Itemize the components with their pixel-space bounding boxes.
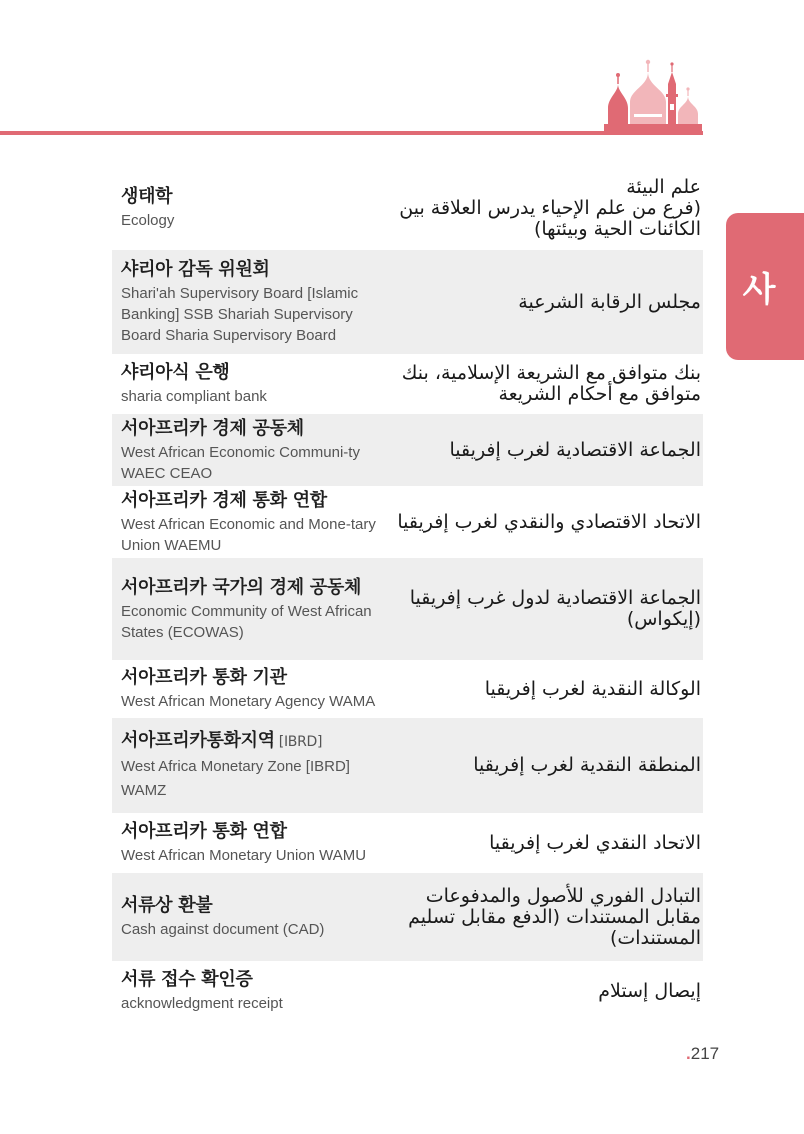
entry-korean: 서아프리카 경제 통화 연합: [121, 489, 327, 511]
entry-arabic: الجماعة الاقتصادية لدول غرب إفريقيا (إيكواس): [409, 587, 701, 630]
entry-english: West African Economic Communi-ty WAEC CEAO: [121, 443, 360, 482]
entry-korean-block: [121, 417, 383, 484]
entry-korean-block: [121, 258, 383, 346]
glossary-entry: [112, 486, 703, 558]
entry-korean: 서아프리카 통화 연합: [121, 821, 287, 842]
entry-english: Cash against document (CAD): [121, 921, 325, 938]
glossary-entry: [112, 414, 703, 486]
entry-korean: 서아프리카 경제 공동체: [121, 417, 304, 439]
entry-korean: 샤리아 감독 위원회: [121, 259, 270, 280]
header-rule: [0, 131, 703, 135]
entry-english: West African Monetary Agency WAMA: [121, 693, 376, 710]
glossary-entry: [112, 250, 703, 354]
entry-korean-block: [121, 185, 383, 231]
entry-korean: 생태학: [121, 186, 173, 207]
entry-english: West African Economic and Mone-tary Union WAEMU: [121, 515, 376, 554]
entry-korean-block: [121, 489, 383, 556]
entry-korean: 서아프리카 국가의 경제 공동체: [121, 576, 362, 598]
entry-korean: 서아프리카통화지역: [121, 729, 275, 751]
glossary-entry: [112, 718, 703, 813]
entry-arabic: الاتحاد الاقتصادي والنقدي لغرب إفريقيا: [397, 510, 701, 533]
entry-arabic: مجلس الرقابة الشرعية: [518, 290, 701, 313]
entry-korean-block: [121, 666, 383, 712]
entry-korean-block: [121, 820, 383, 866]
entry-korean-block: [121, 729, 383, 803]
page-number-dot: .: [686, 1044, 691, 1063]
glossary-entry: [112, 873, 703, 961]
entry-korean: 서류 접수 확인증: [121, 969, 253, 990]
glossary-entry: [112, 356, 703, 412]
entry-english: Economic Community of West African States (ECOWAS): [121, 602, 372, 641]
glossary-entry: [112, 170, 703, 246]
glossary-entry: [112, 660, 703, 718]
entry-korean-block: [121, 894, 383, 940]
glossary-entry: [112, 558, 703, 660]
entry-english: West African Monetary Union WAMU: [121, 847, 367, 864]
entry-english: West Africa Monetary Zone [IBRD] WAMZ: [121, 757, 350, 799]
entry-arabic: الجماعة الاقتصادية لغرب إفريقيا: [449, 438, 701, 461]
entry-korean-block: [121, 576, 383, 643]
entry-korean: 서류상 환불: [121, 895, 213, 916]
entry-english: acknowledgment receipt: [121, 995, 283, 1012]
entry-arabic: علم البيئة (فرع من علم الإحياء يدرس العلاقة بين الكائنات الحية وبيئتها): [399, 175, 701, 240]
entry-korean-block: [121, 361, 383, 407]
glossary-entry: [112, 813, 703, 873]
entry-korean-line: [121, 729, 383, 754]
glossary-entry: [112, 961, 703, 1021]
entry-arabic: التبادل الفوري للأصول والمدفوعات مقابل المستندات (الدفع مقابل تسليم المستندات): [408, 884, 701, 949]
entry-arabic: المنطقة النقدية لغرب إفريقيا: [473, 754, 701, 776]
entry-korean: 서아프리카 통화 기관: [121, 667, 287, 688]
entry-arabic: إيصال إستلام: [598, 979, 701, 1002]
entry-english: Shari'ah Supervisory Board [Islamic Banking] SSB Shariah Supervisory Board Sharia Supervisory Board: [121, 285, 359, 344]
entry-korean-bracket: [IBRD]: [278, 733, 323, 750]
entry-korean: 샤리아식 은행: [121, 362, 230, 383]
entry-arabic: الاتحاد النقدي لغرب إفريقيا: [489, 831, 701, 854]
entry-arabic: الوكالة النقدية لغرب إفريقيا: [484, 677, 701, 700]
page-number: [686, 1044, 719, 1064]
entry-arabic: بنك متوافق مع الشريعة الإسلامية، بنك متوافق مع أحكام الشريعة: [401, 362, 701, 405]
page-number-value: 217: [690, 1044, 720, 1063]
chapter-tab: [726, 213, 804, 360]
entry-english: sharia compliant bank: [121, 388, 267, 405]
entry-english: Ecology: [121, 212, 175, 229]
mosque-domes-icon: [600, 58, 704, 134]
entry-korean-block: [121, 968, 383, 1014]
chapter-tab-label: 사: [742, 270, 776, 310]
